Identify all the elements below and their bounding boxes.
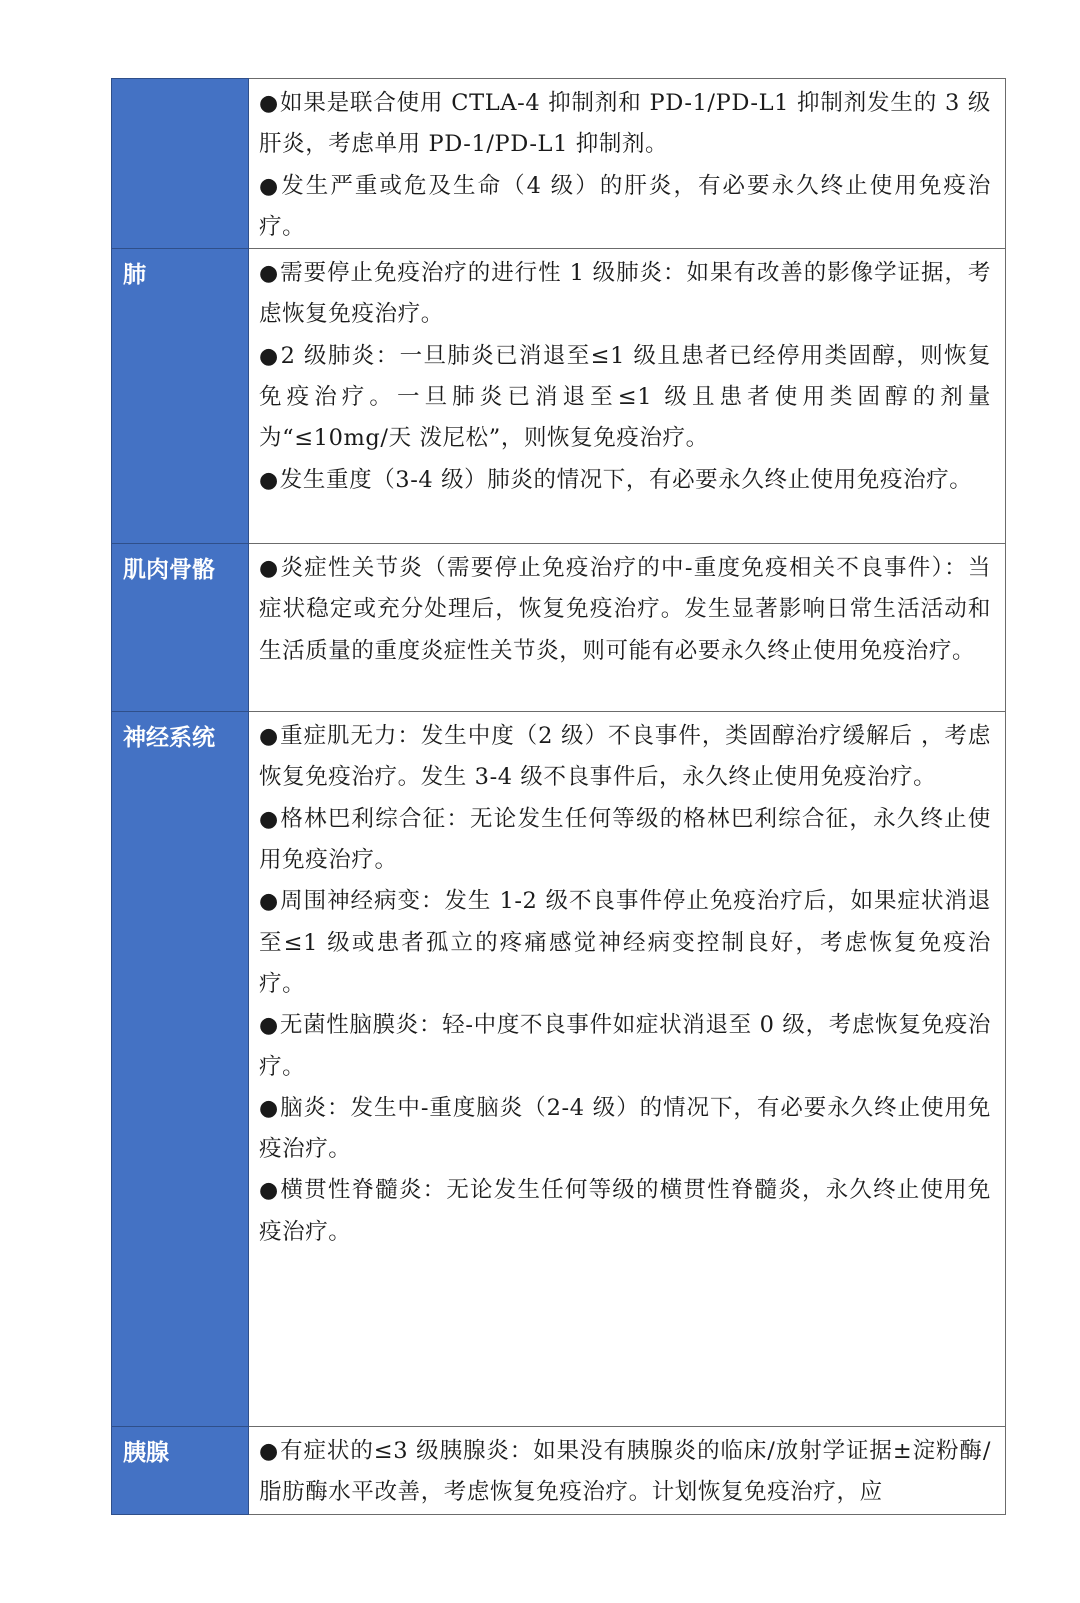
bullet-item: ●发生重度（3-4 级）肺炎的情况下，有必要永久终止使用免疫治疗。: [259, 466, 973, 493]
bullet-icon: ●: [259, 1439, 280, 1465]
content-cell: [249, 79, 1006, 249]
bullet-item: ●如果是联合使用 CTLA-4 抑制剂和 PD-1/PD-L1 抑制剂发生的 3 级肝炎，考虑单用 PD-1/PD-L1 抑制剂。: [259, 90, 991, 158]
table-row-musculoskeletal: [112, 544, 1006, 712]
content-cell: [249, 249, 1006, 544]
organ-cell: 肺: [112, 249, 249, 544]
immunotherapy-resumption-table: [111, 78, 1006, 1515]
bullet-icon: ●: [259, 806, 280, 832]
bullet-item: ●格林巴利综合征：无论发生任何等级的格林巴利综合征，永久终止使用免疫治疗。: [259, 805, 991, 874]
bullet-icon: ●: [259, 91, 280, 116]
bullet-icon: ●: [259, 343, 280, 369]
organ-cell: 肌肉骨骼: [112, 544, 249, 712]
bullet-item: ●重症肌无力：发生中度（2 级）不良事件，类固醇治疗缓解后 ，考虑恢复免疫治疗。发生 3-4 级不良事件后，永久终止使用免疫治疗。: [259, 723, 992, 791]
bullet-icon: ●: [259, 1013, 279, 1039]
organ-cell: [112, 79, 249, 249]
bullet-item: ●脑炎：发生中-重度脑炎（2-4 级）的情况下，有必要永久终止使用免疫治疗。: [259, 1094, 992, 1163]
table-row-liver: [112, 79, 1006, 249]
bullet-icon: ●: [259, 1095, 280, 1121]
bullet-item: ●横贯性脊髓炎：无论发生任何等级的横贯性脊髓炎，永久终止使用免疫治疗。: [259, 1177, 991, 1245]
bullet-icon: ●: [259, 724, 280, 750]
bullet-icon: ●: [259, 261, 280, 287]
bullet-icon: ●: [259, 467, 279, 493]
bullet-item: ●2 级肺炎：一旦肺炎已消退至≤1 级且患者已经停用类固醇，则恢复免疫治疗。一旦肺炎已消退至≤1 级且患者使用类固醇的剂量为“≤10mg/天 泼尼松”，则恢复免疫治疗。: [259, 342, 992, 452]
bullet-item: ●无菌性脑膜炎：轻-中度不良事件如症状消退至 0 级，考虑恢复免疫治疗。: [259, 1012, 992, 1080]
content-cell: [249, 544, 1006, 712]
organ-cell: 胰腺: [112, 1427, 249, 1515]
bullet-icon: ●: [259, 556, 280, 582]
table-row-nervous-system: [112, 712, 1006, 1427]
bullet-item: ●发生严重或危及生命（4 级）的肝炎，有必要永久终止使用免疫治疗。: [259, 172, 992, 240]
bullet-icon: ●: [259, 173, 281, 199]
bullet-icon: ●: [259, 889, 280, 915]
bullet-item: ●有症状的≤3 级胰腺炎：如果没有胰腺炎的临床/放射学证据±淀粉酶/脂肪酶水平改善，考虑恢复免疫治疗。计划恢复免疫治疗，应: [259, 1438, 991, 1506]
organ-cell: 神经系统: [112, 712, 249, 1427]
bullet-item: ●周围神经病变：发生 1-2 级不良事件停止免疫治疗后，如果症状消退至≤1 级或患者孤立的疼痛感觉神经病变控制良好，考虑恢复免疫治疗。: [259, 888, 992, 997]
bullet-icon: ●: [259, 1178, 280, 1204]
table-row-pancreas: [112, 1427, 1006, 1515]
content-cell: [249, 1427, 1006, 1515]
table-row-lung: [112, 249, 1006, 544]
content-cell: [249, 712, 1006, 1427]
bullet-item: ●炎症性关节炎（需要停止免疫治疗的中-重度免疫相关不良事件）：当症状稳定或充分处理后，恢复免疫治疗。发生显著影响日常生活活动和生活质量的重度炎症性关节炎，则可能有必要永久终止使用免疫治疗。: [259, 555, 991, 664]
bullet-item: ●需要停止免疫治疗的进行性 1 级肺炎：如果有改善的影像学证据，考虑恢复免疫治疗。: [259, 260, 992, 328]
